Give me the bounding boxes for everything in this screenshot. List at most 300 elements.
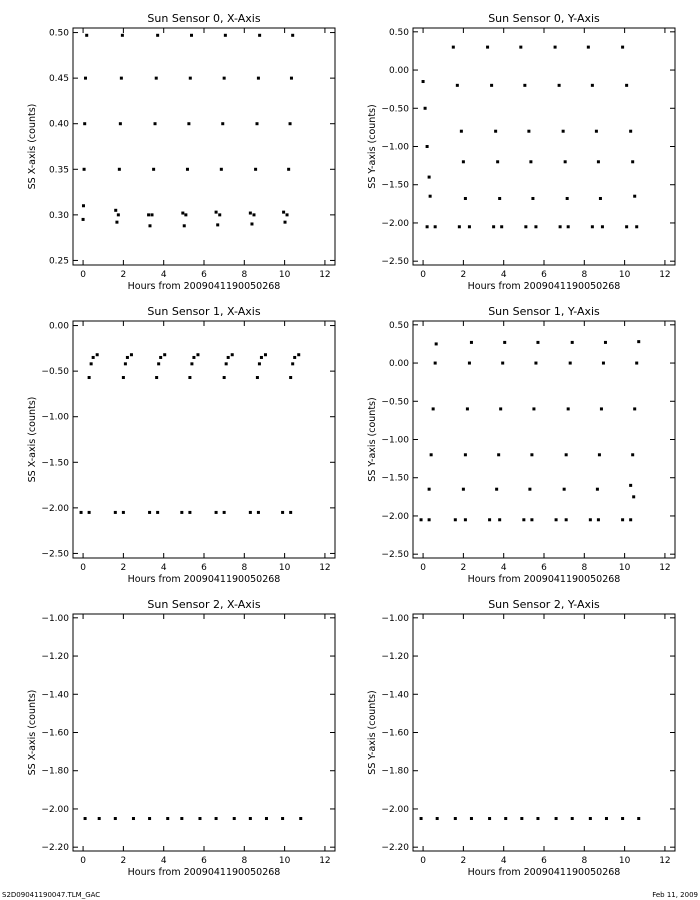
data-series — [420, 817, 641, 820]
data-point — [488, 518, 491, 521]
x-tick-label: 0 — [420, 563, 426, 573]
data-point — [83, 168, 86, 171]
y-tick-label: −1.60 — [41, 728, 69, 739]
y-tick-label: 0.00 — [388, 66, 409, 77]
data-point — [216, 223, 219, 226]
y-tick-label: −2.20 — [381, 843, 409, 854]
data-point — [122, 376, 125, 379]
y-tick-label: −1.20 — [41, 652, 69, 663]
data-point — [492, 225, 495, 228]
y-axis-label: SS X-axis (counts) — [27, 396, 38, 483]
x-tick-label: 10 — [618, 563, 631, 573]
data-point — [635, 225, 638, 228]
data-point — [257, 511, 260, 514]
data-point — [198, 817, 201, 820]
plot-frame — [73, 614, 335, 851]
x-tick-label: 10 — [278, 270, 291, 280]
data-point — [536, 341, 539, 344]
x-tick-label: 2 — [460, 270, 467, 280]
data-point — [621, 518, 624, 521]
data-point — [119, 122, 122, 125]
data-point — [523, 84, 526, 87]
data-point — [291, 34, 294, 37]
data-series — [420, 340, 641, 521]
y-tick-label: 0.25 — [48, 256, 69, 267]
data-point — [130, 353, 133, 356]
data-point — [591, 225, 594, 228]
data-point — [90, 362, 93, 365]
y-tick-label: −1.80 — [381, 766, 409, 777]
data-point — [192, 356, 195, 359]
data-point — [567, 407, 570, 410]
data-point — [114, 817, 117, 820]
data-point — [436, 817, 439, 820]
panel-0 — [27, 12, 335, 292]
data-point — [488, 817, 491, 820]
y-tick-label: −0.50 — [381, 397, 409, 408]
data-point — [554, 46, 557, 49]
data-point — [470, 817, 473, 820]
data-point — [180, 511, 183, 514]
y-axis-label: SS Y-axis (counts) — [367, 690, 378, 775]
data-point — [224, 34, 227, 37]
data-point — [282, 211, 285, 214]
data-point — [571, 341, 574, 344]
data-point — [189, 77, 192, 80]
data-point — [256, 122, 259, 125]
y-tick-label: −2.50 — [41, 549, 69, 560]
data-point — [80, 511, 83, 514]
data-point — [121, 34, 124, 37]
data-point — [190, 362, 193, 365]
data-point — [151, 213, 154, 216]
data-point — [220, 168, 223, 171]
data-point — [589, 518, 592, 521]
data-point — [497, 453, 500, 456]
data-point — [152, 168, 155, 171]
data-point — [503, 341, 506, 344]
panel-title: Sun Sensor 1, X-Axis — [147, 305, 261, 318]
data-point — [190, 34, 193, 37]
data-point — [286, 213, 289, 216]
data-point — [468, 225, 471, 228]
data-point — [82, 218, 85, 221]
data-point — [256, 376, 259, 379]
y-tick-label: −1.50 — [381, 473, 409, 484]
data-point — [183, 224, 186, 227]
x-tick-label: 2 — [460, 563, 467, 573]
data-point — [166, 817, 169, 820]
x-tick-label: 12 — [319, 270, 331, 280]
data-point — [429, 195, 432, 198]
data-point — [567, 225, 570, 228]
data-point — [534, 362, 537, 365]
x-tick-label: 6 — [541, 563, 547, 573]
data-point — [464, 197, 467, 200]
data-point — [637, 817, 640, 820]
data-point — [215, 511, 218, 514]
data-point — [531, 197, 534, 200]
data-point — [420, 817, 423, 820]
data-point — [124, 362, 127, 365]
y-tick-label: −2.00 — [41, 804, 69, 815]
data-point — [532, 407, 535, 410]
x-tick-label: 8 — [241, 270, 248, 280]
y-tick-label: −2.00 — [41, 503, 69, 514]
data-point — [132, 817, 135, 820]
data-point — [460, 130, 463, 133]
data-point — [462, 488, 465, 491]
data-point — [180, 817, 183, 820]
x-tick-label: 8 — [241, 563, 248, 573]
y-tick-label: −2.00 — [381, 218, 409, 229]
data-point — [454, 817, 457, 820]
data-point — [281, 817, 284, 820]
data-point — [428, 518, 431, 521]
x-tick-label: 0 — [420, 270, 426, 280]
y-tick-label: −1.00 — [381, 142, 409, 153]
panel-3 — [367, 305, 675, 585]
data-point — [530, 453, 533, 456]
footer-filename: S2D09041190047.TLM_GAC — [2, 891, 101, 899]
data-point — [299, 817, 302, 820]
data-point — [569, 362, 572, 365]
y-tick-label: −1.00 — [381, 613, 409, 624]
data-point — [126, 356, 129, 359]
data-point — [187, 122, 190, 125]
data-point — [631, 453, 634, 456]
data-point — [184, 213, 187, 216]
data-point — [432, 407, 435, 410]
data-point — [629, 130, 632, 133]
data-point — [221, 122, 224, 125]
data-point — [84, 77, 87, 80]
data-point — [254, 168, 257, 171]
data-point — [499, 407, 502, 410]
x-tick-label: 2 — [120, 856, 127, 866]
data-point — [563, 488, 566, 491]
panel-2 — [27, 305, 335, 585]
data-point — [426, 225, 429, 228]
data-point — [148, 817, 151, 820]
data-point — [633, 195, 636, 198]
data-series — [80, 353, 301, 514]
y-axis-label: SS Y-axis (counts) — [367, 397, 378, 482]
data-point — [428, 176, 431, 179]
data-point — [186, 168, 189, 171]
data-point — [155, 77, 158, 80]
x-tick-label: 4 — [500, 563, 507, 573]
data-point — [599, 197, 602, 200]
x-tick-label: 4 — [500, 856, 507, 866]
data-point — [631, 160, 634, 163]
data-point — [290, 77, 293, 80]
x-axis-label: Hours from 2009041190050268 — [127, 574, 281, 585]
data-point — [257, 77, 260, 80]
data-point — [265, 817, 268, 820]
data-point — [536, 817, 539, 820]
data-point — [555, 817, 558, 820]
data-point — [601, 225, 604, 228]
data-point — [148, 511, 151, 514]
data-point — [604, 341, 607, 344]
data-point — [163, 353, 166, 356]
data-point — [249, 817, 252, 820]
x-tick-label: 8 — [581, 563, 588, 573]
data-point — [155, 376, 158, 379]
data-point — [289, 376, 292, 379]
data-point — [490, 84, 493, 87]
y-tick-label: −0.50 — [41, 367, 69, 378]
data-point — [486, 46, 489, 49]
data-point — [462, 160, 465, 163]
x-tick-label: 6 — [201, 856, 207, 866]
y-tick-label: −1.50 — [41, 458, 69, 469]
x-tick-label: 12 — [319, 856, 331, 866]
data-point — [196, 353, 199, 356]
y-tick-label: −1.00 — [381, 435, 409, 446]
y-tick-label: 0.40 — [48, 119, 69, 130]
x-tick-label: 0 — [80, 563, 86, 573]
data-point — [82, 204, 85, 207]
data-point — [629, 518, 632, 521]
data-point — [114, 511, 117, 514]
data-point — [587, 46, 590, 49]
data-point — [281, 511, 284, 514]
data-point — [233, 817, 236, 820]
y-tick-label: −2.50 — [381, 550, 409, 561]
data-point — [260, 356, 263, 359]
data-point — [596, 488, 599, 491]
data-point — [114, 209, 117, 212]
data-point — [420, 518, 423, 521]
x-axis-label: Hours from 2009041190050268 — [467, 574, 621, 585]
data-point — [287, 168, 290, 171]
data-point — [565, 518, 568, 521]
data-point — [468, 362, 471, 365]
x-axis-label: Hours from 2009041190050268 — [467, 867, 621, 878]
y-tick-label: −1.80 — [41, 766, 69, 777]
data-point — [225, 362, 228, 365]
x-tick-label: 10 — [618, 856, 631, 866]
data-point — [96, 353, 99, 356]
data-point — [566, 197, 569, 200]
data-point — [435, 342, 438, 345]
data-point — [289, 511, 292, 514]
data-point — [598, 453, 601, 456]
data-point — [117, 213, 120, 216]
y-tick-label: 0.00 — [48, 321, 69, 332]
data-point — [559, 225, 562, 228]
panel-title: Sun Sensor 1, Y-Axis — [488, 305, 600, 318]
x-tick-label: 8 — [581, 856, 588, 866]
y-tick-label: 0.35 — [48, 165, 69, 176]
plot-frame — [73, 28, 335, 265]
x-tick-label: 4 — [160, 856, 167, 866]
data-point — [157, 362, 160, 365]
data-point — [589, 817, 592, 820]
data-point — [602, 362, 605, 365]
panel-4 — [27, 598, 335, 878]
y-axis-label: SS X-axis (counts) — [27, 689, 38, 776]
data-point — [434, 362, 437, 365]
data-point — [605, 817, 608, 820]
x-axis-label: Hours from 2009041190050268 — [467, 281, 621, 292]
data-point — [252, 213, 255, 216]
x-tick-label: 4 — [160, 563, 167, 573]
data-point — [434, 225, 437, 228]
data-point — [98, 817, 101, 820]
x-tick-label: 4 — [160, 270, 167, 280]
y-tick-label: 0.50 — [48, 28, 69, 39]
footer-date: Feb 11, 2009 — [652, 891, 698, 899]
x-tick-label: 8 — [581, 270, 588, 280]
y-tick-label: −1.20 — [381, 652, 409, 663]
data-point — [470, 341, 473, 344]
data-point — [527, 130, 530, 133]
data-point — [88, 511, 91, 514]
data-point — [498, 197, 501, 200]
data-point — [600, 407, 603, 410]
data-point — [284, 221, 287, 224]
data-point — [188, 511, 191, 514]
y-tick-label: −2.00 — [381, 804, 409, 815]
x-tick-label: 12 — [659, 270, 671, 280]
data-point — [223, 511, 226, 514]
panel-title: Sun Sensor 2, X-Axis — [147, 598, 261, 611]
x-tick-label: 6 — [541, 270, 547, 280]
data-series — [422, 46, 639, 229]
x-tick-label: 10 — [278, 563, 291, 573]
data-point — [250, 222, 253, 225]
data-point — [500, 225, 503, 228]
data-point — [495, 488, 498, 491]
data-point — [293, 356, 296, 359]
data-point — [597, 160, 600, 163]
x-tick-label: 0 — [80, 856, 86, 866]
x-tick-label: 2 — [120, 270, 127, 280]
data-point — [519, 46, 522, 49]
y-axis-label: SS Y-axis (counts) — [367, 104, 378, 189]
data-point — [621, 46, 624, 49]
data-point — [291, 362, 294, 365]
data-point — [249, 511, 252, 514]
panel-title: Sun Sensor 0, X-Axis — [147, 12, 261, 25]
y-tick-label: 0.30 — [48, 210, 69, 221]
data-point — [637, 340, 640, 343]
panel-title: Sun Sensor 2, Y-Axis — [488, 598, 600, 611]
data-point — [498, 518, 501, 521]
plot-frame — [413, 28, 675, 265]
x-tick-label: 12 — [659, 856, 671, 866]
data-point — [555, 518, 558, 521]
data-point — [458, 225, 461, 228]
data-point — [159, 356, 162, 359]
data-point — [215, 211, 218, 214]
data-point — [223, 376, 226, 379]
data-point — [530, 518, 533, 521]
y-tick-label: −2.20 — [41, 843, 69, 854]
data-point — [83, 122, 86, 125]
data-point — [297, 353, 300, 356]
data-point — [156, 511, 159, 514]
y-tick-label: −1.60 — [381, 728, 409, 739]
data-point — [625, 225, 628, 228]
y-tick-label: −2.00 — [381, 511, 409, 522]
data-point — [534, 225, 537, 228]
data-point — [635, 362, 638, 365]
x-tick-label: 12 — [659, 563, 671, 573]
y-tick-label: −1.40 — [381, 690, 409, 701]
data-point — [565, 453, 568, 456]
data-point — [120, 77, 123, 80]
data-point — [591, 84, 594, 87]
data-point — [501, 362, 504, 365]
data-point — [494, 130, 497, 133]
x-tick-label: 6 — [201, 563, 207, 573]
panel-title: Sun Sensor 0, Y-Axis — [488, 12, 600, 25]
plot-frame — [413, 321, 675, 558]
data-point — [466, 407, 469, 410]
data-point — [84, 817, 87, 820]
y-tick-label: −1.40 — [41, 690, 69, 701]
data-point — [118, 168, 121, 171]
x-tick-label: 2 — [120, 563, 127, 573]
x-tick-label: 6 — [201, 270, 207, 280]
data-point — [430, 453, 433, 456]
data-point — [520, 817, 523, 820]
data-point — [625, 84, 628, 87]
data-point — [464, 518, 467, 521]
plot-frame — [413, 614, 675, 851]
data-point — [629, 484, 632, 487]
data-point — [426, 145, 429, 148]
data-point — [154, 122, 157, 125]
data-point — [621, 817, 624, 820]
data-point — [258, 362, 261, 365]
data-point — [188, 376, 191, 379]
x-tick-label: 8 — [241, 856, 248, 866]
data-point — [147, 213, 150, 216]
y-tick-label: −2.50 — [381, 257, 409, 268]
x-tick-label: 4 — [500, 270, 507, 280]
data-point — [597, 518, 600, 521]
y-tick-label: 0.00 — [388, 359, 409, 370]
y-tick-label: −1.50 — [381, 180, 409, 191]
data-point — [156, 34, 159, 37]
y-axis-label: SS X-axis (counts) — [27, 103, 38, 190]
data-point — [227, 356, 230, 359]
data-series — [84, 817, 303, 820]
data-point — [249, 212, 252, 215]
data-point — [571, 817, 574, 820]
data-point — [496, 160, 499, 163]
data-point — [464, 453, 467, 456]
data-point — [289, 122, 292, 125]
y-tick-label: −0.50 — [381, 104, 409, 115]
data-point — [85, 34, 88, 37]
y-tick-label: 0.50 — [388, 320, 409, 331]
data-point — [215, 817, 218, 820]
data-point — [258, 34, 261, 37]
data-point — [564, 160, 567, 163]
x-tick-label: 10 — [618, 270, 631, 280]
data-point — [452, 46, 455, 49]
x-tick-label: 0 — [420, 856, 426, 866]
x-axis-label: Hours from 2009041190050268 — [127, 867, 281, 878]
data-point — [92, 356, 95, 359]
data-point — [522, 518, 525, 521]
